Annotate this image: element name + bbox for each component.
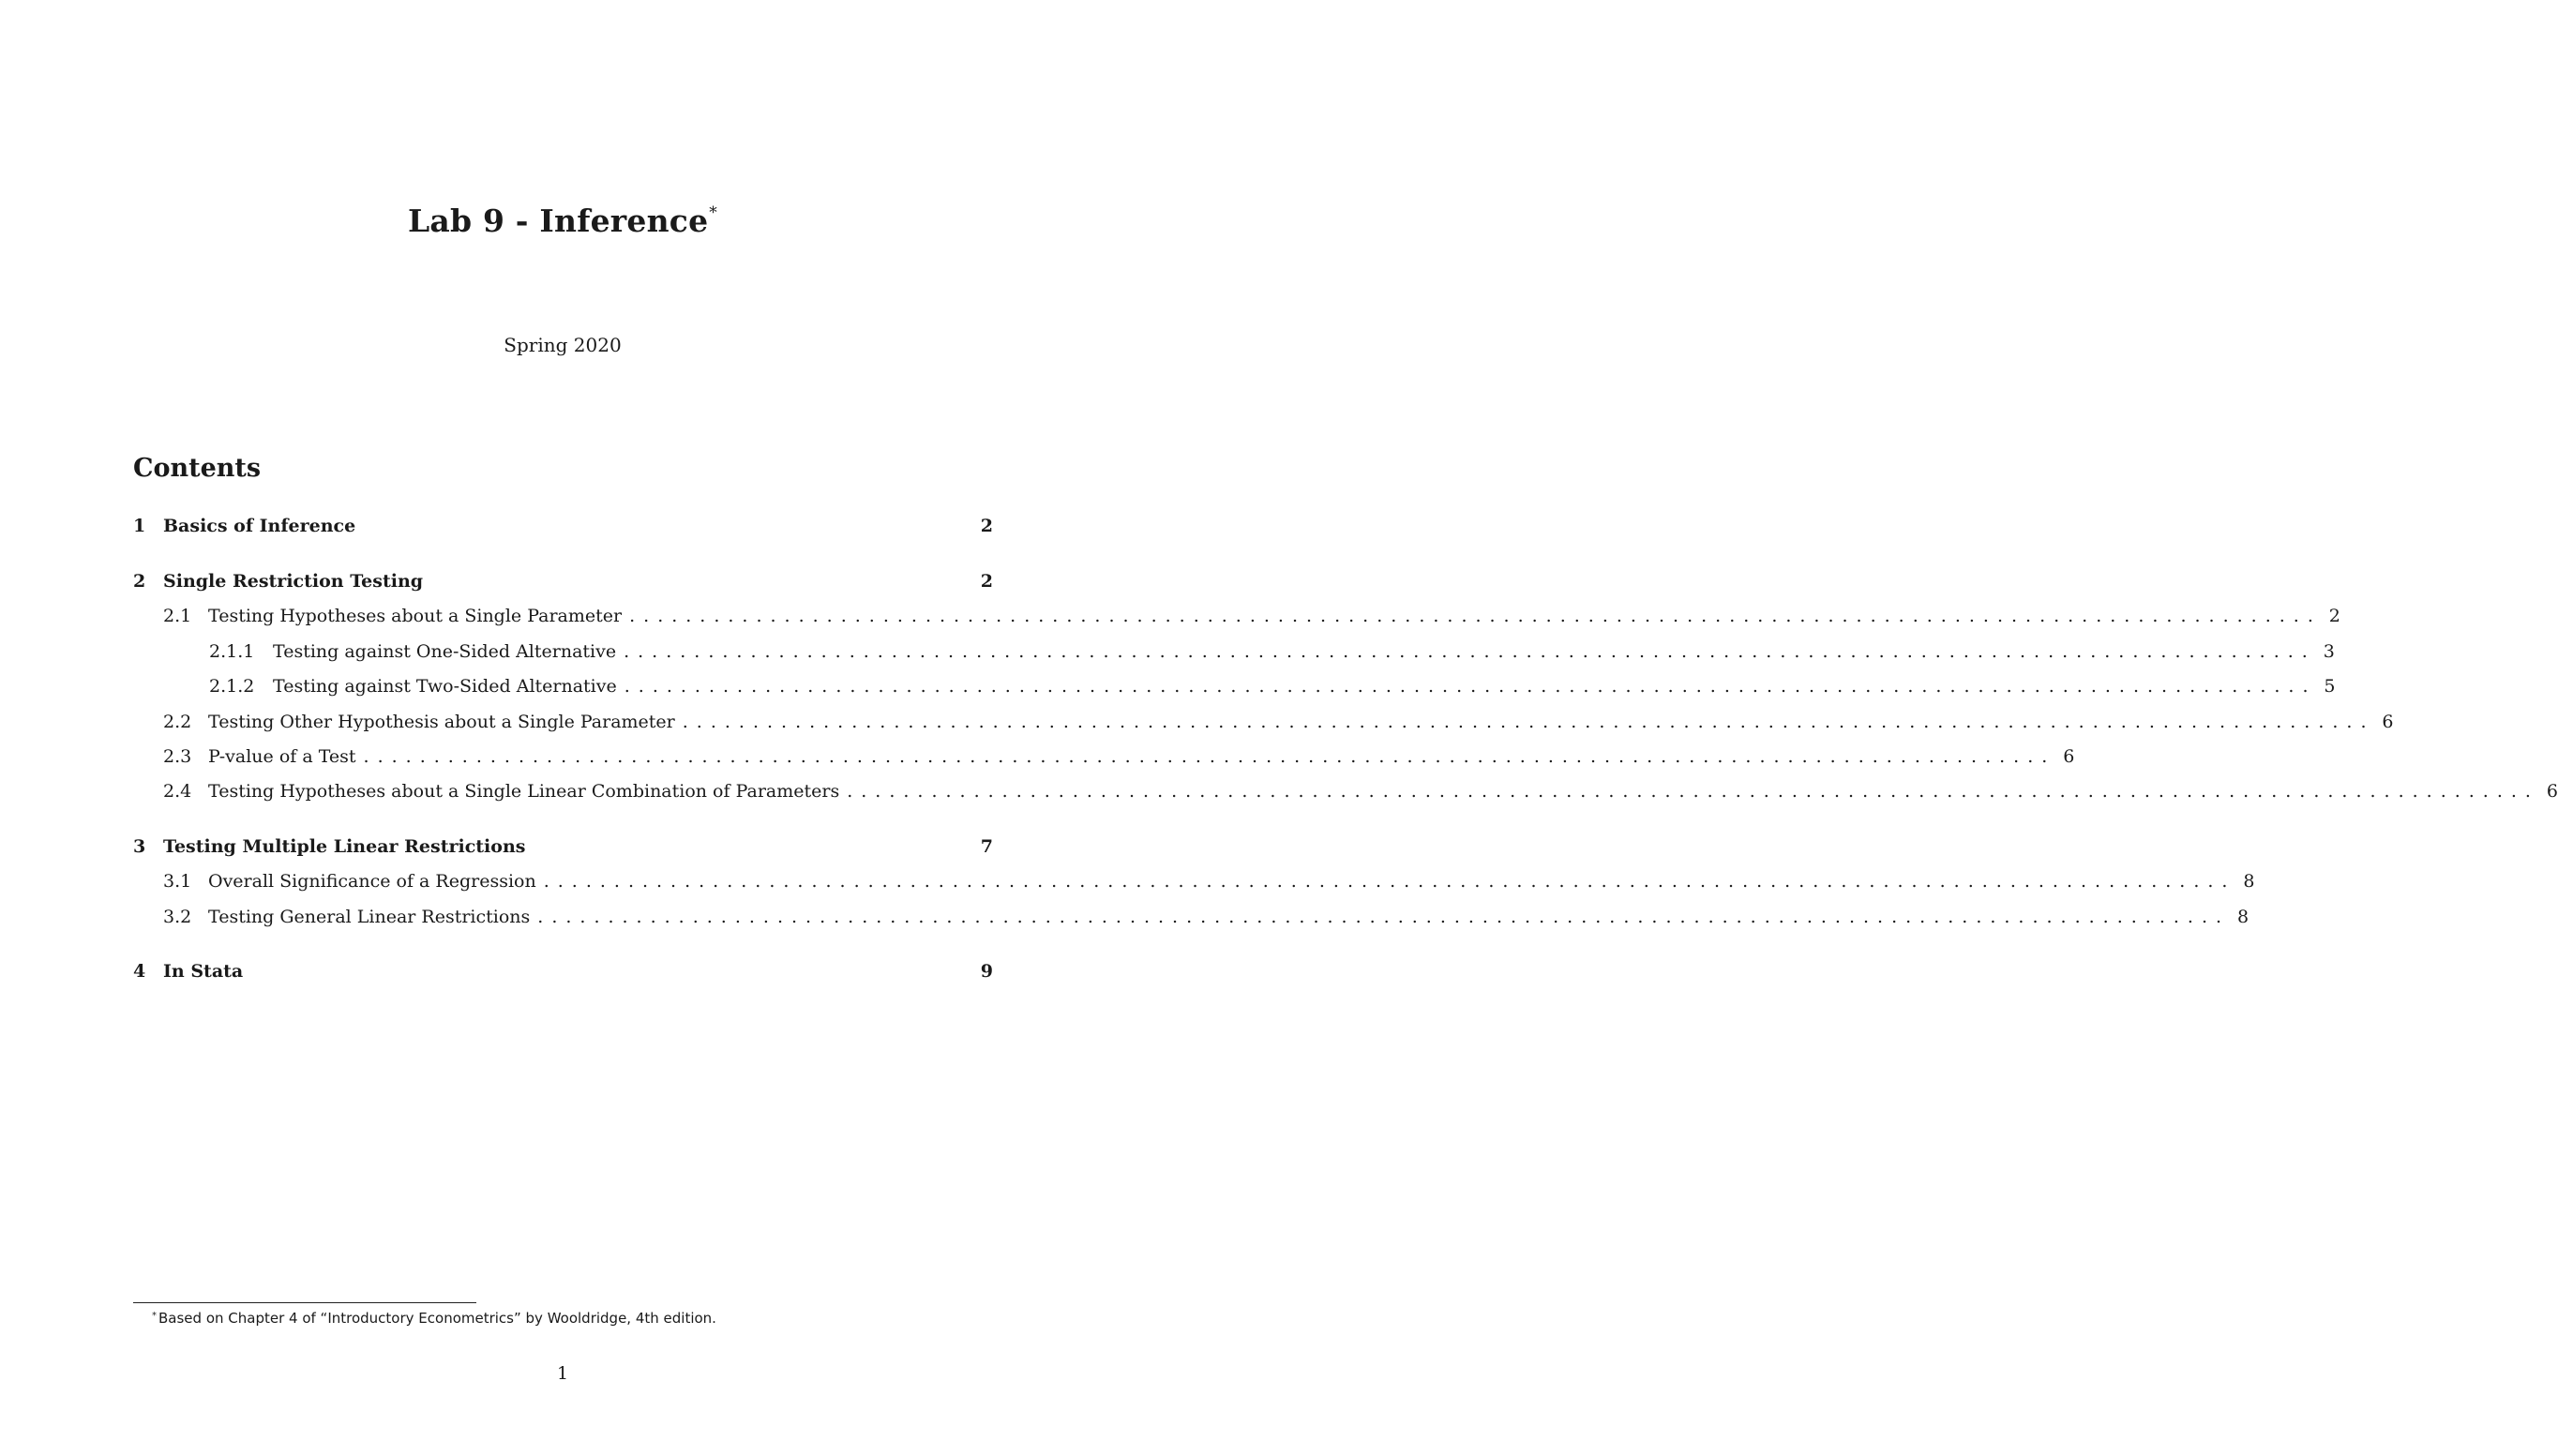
toc-entry-number: 3 — [133, 836, 146, 857]
toc-entry-page: 9 — [980, 961, 993, 982]
toc-entry-label: Single Restriction Testing — [163, 571, 424, 592]
toc-entry-label: Testing against One-Sided Alternative — [273, 641, 617, 662]
page-number: 1 — [556, 1363, 569, 1384]
toc-entry-page: 6 — [2382, 712, 2394, 732]
toc-entry-label: Testing Hypotheses about a Single Parameter — [208, 606, 623, 626]
footnote-text: Based on Chapter 4 of “Introductory Econometrics” by Wooldridge, 4th edition. — [158, 1310, 716, 1327]
toc-entry-page: 6 — [2546, 781, 2558, 802]
toc-entry-page: 2 — [980, 516, 993, 536]
toc-entry-page: 5 — [2324, 676, 2336, 697]
toc-entry-page: 2 — [980, 571, 993, 592]
toc-leader-dots: ........................................................................................................................ — [543, 871, 2236, 892]
toc-entry-2-1[interactable] — [133, 606, 2340, 626]
toc-leader-dots: ........................................................................................................................ — [624, 641, 2316, 662]
toc-entry-label: Testing General Linear Restrictions — [208, 907, 531, 927]
title-text: Lab 9 - Inference — [408, 203, 709, 239]
toc-entry-2-2[interactable] — [133, 712, 2394, 732]
document-title — [0, 203, 1125, 239]
footnote-rule — [133, 1302, 476, 1303]
toc-entry-number: 2.1.1 — [209, 641, 255, 662]
toc-entry-1[interactable] — [133, 516, 993, 536]
toc-entry-number: 3.2 — [163, 907, 192, 927]
title-footnote-mark: * — [709, 203, 717, 222]
toc-leader-dots: ........................................................................................................................ — [682, 712, 2375, 732]
toc-entry-page: 2 — [2328, 606, 2340, 626]
toc-entry-2-1-1[interactable] — [133, 641, 2335, 662]
toc-entry-number: 1 — [133, 516, 146, 536]
toc-entry-label: Testing Hypotheses about a Single Linear Combination of Parameters — [208, 781, 840, 802]
toc-entry-page: 8 — [2243, 871, 2255, 892]
toc-entry-label: Overall Significance of a Regression — [208, 871, 536, 892]
toc-entry-label: Testing against Two-Sided Alternative — [273, 676, 617, 697]
toc-entry-number: 2.2 — [163, 712, 192, 732]
toc-entry-3[interactable] — [133, 836, 993, 857]
toc-entry-label: In Stata — [163, 961, 244, 982]
toc-entry-page: 7 — [980, 836, 993, 857]
toc-entry-number: 2.3 — [163, 746, 192, 767]
toc-entry-2-1-2[interactable] — [133, 676, 2336, 697]
toc-leader-dots: ........................................................................................................................ — [624, 676, 2317, 697]
toc-entry-label: Basics of Inference — [163, 516, 356, 536]
toc-entry-number: 2.1 — [163, 606, 192, 626]
toc-entry-3-2[interactable] — [133, 907, 2250, 927]
toc-entry-2-3[interactable] — [133, 746, 2075, 767]
toc-entry-3-1[interactable] — [133, 871, 2255, 892]
toc-entry-label: Testing Other Hypothesis about a Single Parameter — [208, 712, 675, 732]
toc-entry-page: 3 — [2323, 641, 2335, 662]
toc-entry-number: 2.4 — [163, 781, 192, 802]
toc-entry-label: P-value of a Test — [208, 746, 356, 767]
toc-entry-number: 2 — [133, 571, 146, 592]
toc-entry-number: 4 — [133, 961, 146, 982]
toc-entry-2[interactable] — [133, 571, 993, 592]
footnote — [152, 1310, 716, 1327]
toc-leader-dots: ........................................................................................................................ — [629, 606, 2322, 626]
toc-entry-page: 8 — [2236, 907, 2250, 927]
document-date: Spring 2020 — [504, 334, 622, 356]
toc-leader-dots: ........................................................................................................................ — [363, 746, 2056, 767]
toc-entry-number: 3.1 — [163, 871, 192, 892]
contents-heading: Contents — [133, 454, 262, 483]
toc-entry-page: 6 — [2063, 746, 2075, 767]
footnote-mark: * — [152, 1311, 157, 1321]
toc-entry-4[interactable] — [133, 961, 993, 982]
toc-leader-dots: ........................................................................................................................ — [847, 781, 2539, 802]
toc-entry-label: Testing Multiple Linear Restrictions — [163, 836, 526, 857]
toc-entry-number: 2.1.2 — [209, 676, 255, 697]
toc-entry-2-4[interactable] — [133, 781, 2558, 802]
toc-leader-dots: ........................................................................................................................ — [537, 907, 2231, 927]
